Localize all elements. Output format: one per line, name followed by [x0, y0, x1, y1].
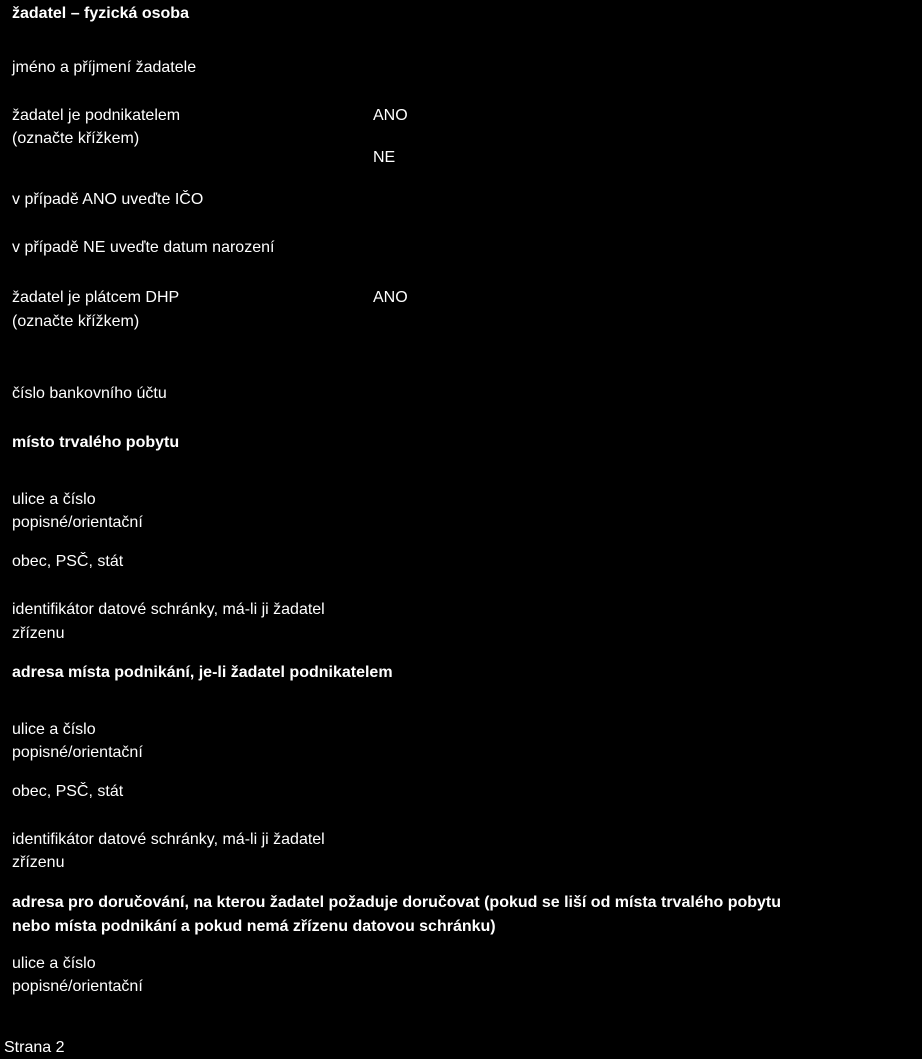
vat-payer-hint: (označte křížkem) [12, 313, 140, 330]
birthdate-label: v případě NE uveďte datum narození [12, 239, 275, 256]
permanent-city-label: obec, PSČ, stát [12, 553, 124, 570]
section-title: žadatel – fyzická osoba [12, 5, 189, 22]
business-street-label: ulice a číslo [12, 721, 96, 738]
business-databox-label: identifikátor datové schránky, má-li ji žadatel [12, 831, 325, 848]
delivery-street-label-cont: popisné/orientační [12, 978, 143, 995]
ico-label: v případě ANO uveďte IČO [12, 191, 204, 208]
permanent-street-label: ulice a číslo [12, 491, 96, 508]
business-databox-label-cont: zřízenu [12, 854, 65, 871]
delivery-address-heading-cont: nebo místa podnikání a pokud nemá zřízenu datovou schránku) [12, 918, 496, 935]
business-city-label: obec, PSČ, stát [12, 783, 124, 800]
vat-payer-yes-option[interactable]: ANO [373, 289, 408, 306]
entrepreneur-yes-option[interactable]: ANO [373, 107, 408, 124]
business-address-heading: adresa místa podnikání, je-li žadatel podnikatelem [12, 664, 393, 681]
entrepreneur-hint: (označte křížkem) [12, 130, 140, 147]
delivery-street-label: ulice a číslo [12, 955, 96, 972]
entrepreneur-label: žadatel je podnikatelem [12, 107, 181, 124]
permanent-databox-label-cont: zřízenu [12, 625, 65, 642]
business-street-label-cont: popisné/orientační [12, 744, 143, 761]
permanent-databox-label: identifikátor datové schránky, má-li ji žadatel [12, 601, 325, 618]
vat-payer-label: žadatel je plátcem DHP [12, 289, 180, 306]
page-number: Strana 2 [4, 1039, 65, 1056]
delivery-address-heading: adresa pro doručování, na kterou žadatel požaduje doručovat (pokud se liší od místa trvalého pobytu [12, 894, 782, 911]
permanent-residence-heading: místo trvalého pobytu [12, 434, 180, 451]
name-label: jméno a příjmení žadatele [12, 59, 197, 76]
entrepreneur-no-option[interactable]: NE [373, 149, 396, 166]
permanent-street-label-cont: popisné/orientační [12, 514, 143, 531]
bank-account-label: číslo bankovního účtu [12, 385, 167, 402]
